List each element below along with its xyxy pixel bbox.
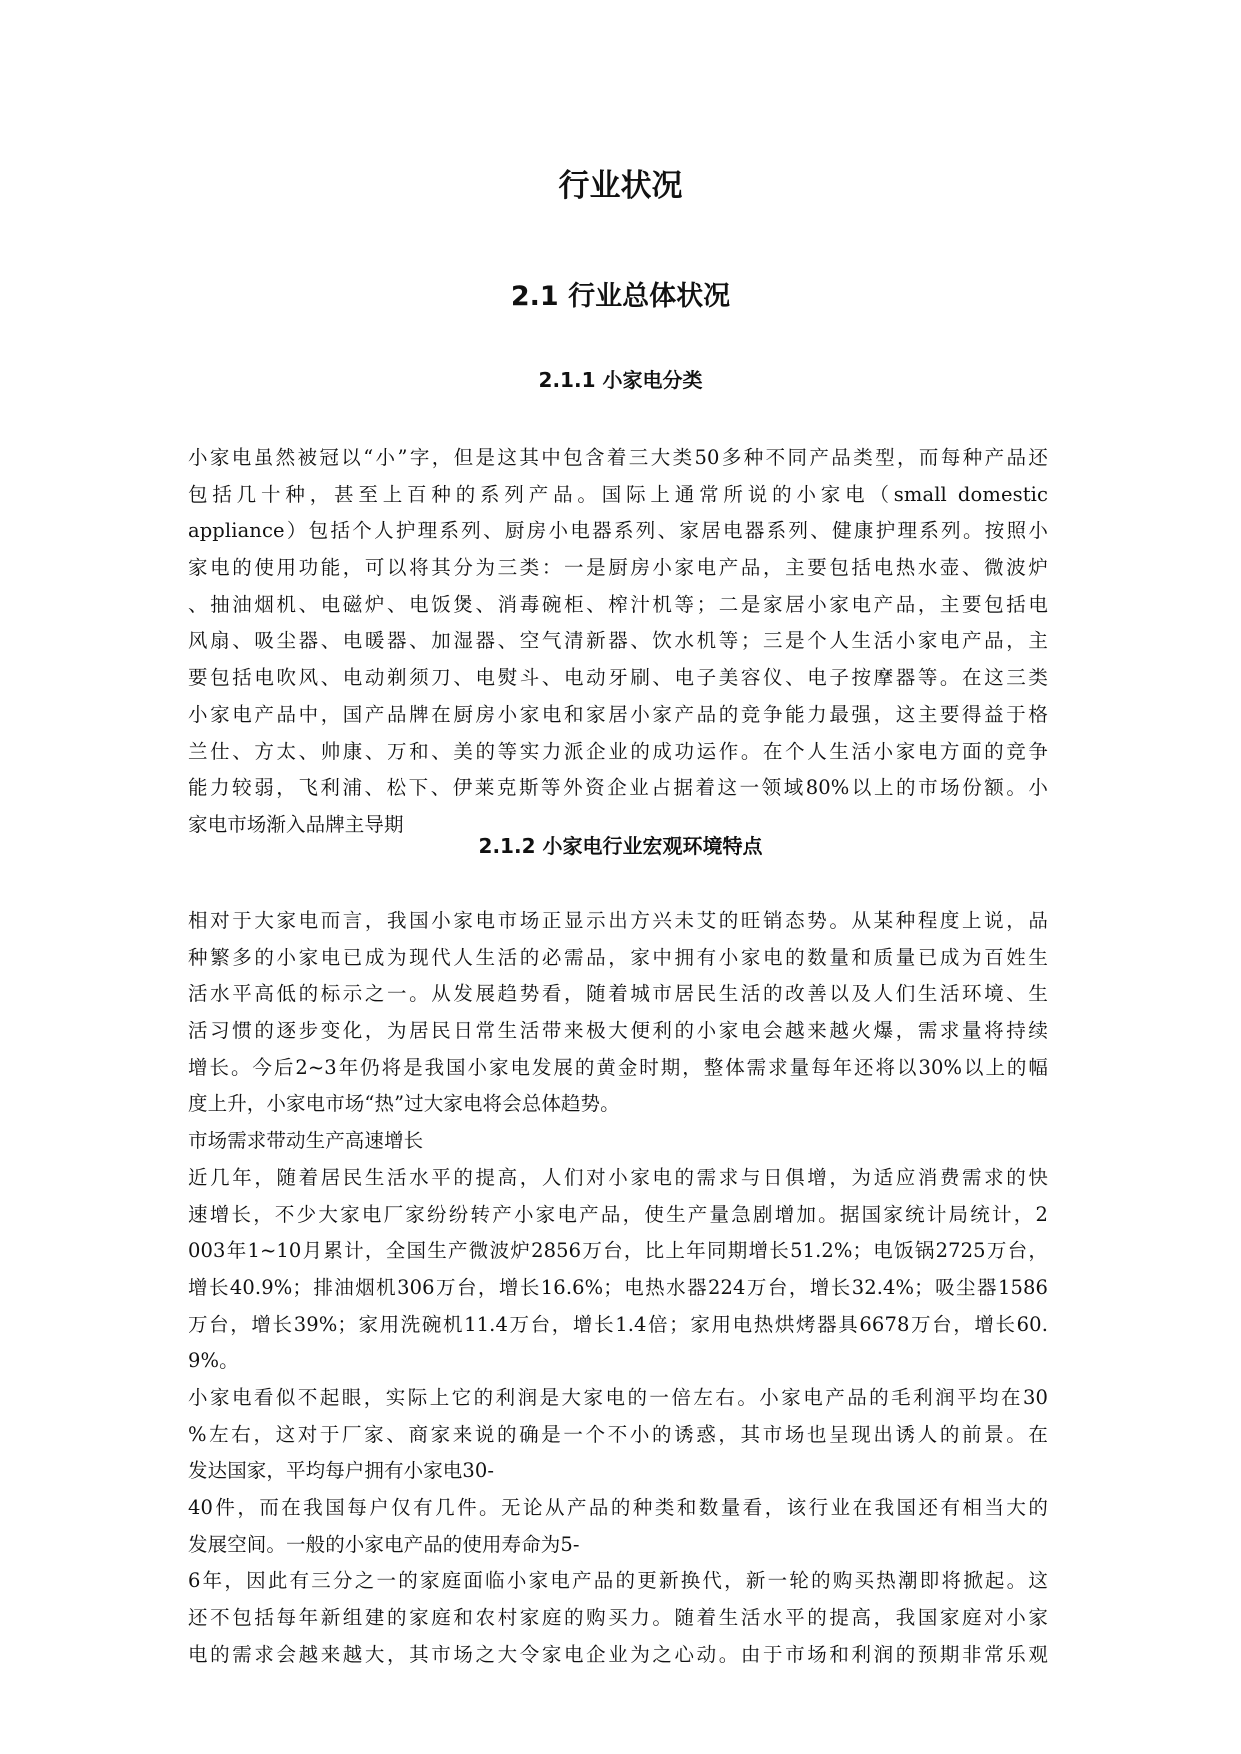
- paragraph-line: 9%。: [188, 1349, 239, 1373]
- paragraph-line: 市场需求带动生产高速增长: [188, 1129, 424, 1153]
- paragraph-line: 包括几十种，甚至上百种的系列产品。国际上通常所说的小家电（small domestic: [188, 482, 1048, 506]
- paragraph-line: 家电市场渐入品牌主导期: [188, 812, 404, 836]
- paragraph-line: 003年1~10月累计，全国生产微波炉2856万台，比上年同期增长51.2%；电饭锅2725万台，: [188, 1239, 1048, 1263]
- paragraph-line: 活水平高低的标示之一。从发展趋势看，随着城市居民生活的改善以及人们生活环境、生: [188, 982, 1048, 1006]
- paragraph-line: 度上升，小家电市场“热”过大家电将会总体趋势。: [188, 1092, 620, 1116]
- paragraph-line: 相对于大家电而言，我国小家电市场正显示出方兴未艾的旺销态势。从某种程度上说，品: [188, 909, 1048, 932]
- paragraph-line: 风扇、吸尘器、电暖器、加湿器、空气清新器、饮水机等；三是个人生活小家电产品，主: [188, 629, 1048, 653]
- paragraph-line: 兰仕、方太、帅康、万和、美的等实力派企业的成功运作。在个人生活小家电方面的竞争: [188, 739, 1048, 763]
- section-heading: 2.1 行业总体状况: [510, 281, 731, 312]
- paragraph-line: 小家电产品中，国产品牌在厨房小家电和家居小家产品的竞争能力最强，这主要得益于格: [188, 702, 1048, 726]
- subsection-2-body: [188, 903, 1048, 1673]
- paragraph-line: 、抽油烟机、电磁炉、电饭煲、消毒碗柜、榨汁机等；二是家居小家电产品，主要包括电: [188, 592, 1048, 616]
- paragraph-line: appliance）包括个人护理系列、厨房小电器系列、家居电器系列、健康护理系列。按照小: [188, 519, 1048, 543]
- paragraph-line: 万台，增长39%；家用洗碗机11.4万台，增长1.4倍；家用电热烘烤器具6678万台，增长60.: [188, 1312, 1048, 1336]
- paragraph-line: 家电的使用功能，可以将其分为三类：一是厨房小家电产品，主要包括电热水壶、微波炉: [188, 556, 1048, 580]
- paragraph-line: %左右，这对于厂家、商家来说的确是一个不小的诱惑，其市场也呈现出诱人的前景。在: [188, 1422, 1048, 1446]
- paragraph-line: 小家电看似不起眼，实际上它的利润是大家电的一倍左右。小家电产品的毛利润平均在30: [188, 1385, 1048, 1409]
- subsection-1-body: [188, 440, 1048, 844]
- document-title: 行业状况: [558, 168, 683, 204]
- paragraph-line: 增长。今后2~3年仍将是我国小家电发展的黄金时期，整体需求量每年还将以30%以上的幅: [188, 1055, 1048, 1079]
- paragraph-line: 近几年，随着居民生活水平的提高，人们对小家电的需求与日俱增，为适应消费需求的快: [188, 1165, 1048, 1189]
- paragraph-line: 种繁多的小家电已成为现代人生活的必需品，家中拥有小家电的数量和质量已成为百姓生: [188, 945, 1048, 969]
- paragraph-line: 能力较弱，飞利浦、松下、伊莱克斯等外资企业占据着这一领域80%以上的市场份额。小: [188, 776, 1048, 800]
- paragraph-line: 还不包括每年新组建的家庭和农村家庭的购买力。随着生活水平的提高，我国家庭对小家: [188, 1606, 1048, 1630]
- paragraph-line: 小家电虽然被冠以“小”字，但是这其中包含着三大类50多种不同产品类型，而每种产品还: [188, 446, 1048, 469]
- subsection-heading-1: 2.1.1 小家电分类: [538, 368, 703, 392]
- paragraph-line: 速增长，不少大家电厂家纷纷转产小家电产品，使生产量急剧增加。据国家统计局统计，2: [188, 1202, 1048, 1226]
- paragraph-line: 发展空间。一般的小家电产品的使用寿命为5-: [188, 1532, 580, 1556]
- paragraph-line: 6年，因此有三分之一的家庭面临小家电产品的更新换代，新一轮的购买热潮即将掀起。这: [188, 1569, 1048, 1593]
- paragraph-line: 活习惯的逐步变化，为居民日常生活带来极大便利的小家电会越来越火爆，需求量将持续: [188, 1019, 1048, 1043]
- paragraph-line: 要包括电吹风、电动剃须刀、电熨斗、电动牙刷、电子美容仪、电子按摩器等。在这三类: [188, 666, 1048, 690]
- paragraph-line: 发达国家，平均每户拥有小家电30-: [188, 1459, 495, 1483]
- paragraph-line: 增长40.9%；排油烟机306万台，增长16.6%；电热水器224万台，增长32.4%；吸尘器1586: [188, 1275, 1048, 1299]
- paragraph-line: 40件，而在我国每户仅有几件。无论从产品的种类和数量看，该行业在我国还有相当大的: [188, 1496, 1048, 1519]
- subsection-heading-2: 2.1.2 小家电行业宏观环境特点: [478, 834, 763, 858]
- paragraph-line: 电的需求会越来越大，其市场之大令家电企业为之心动。由于市场和利润的预期非常乐观: [188, 1642, 1048, 1666]
